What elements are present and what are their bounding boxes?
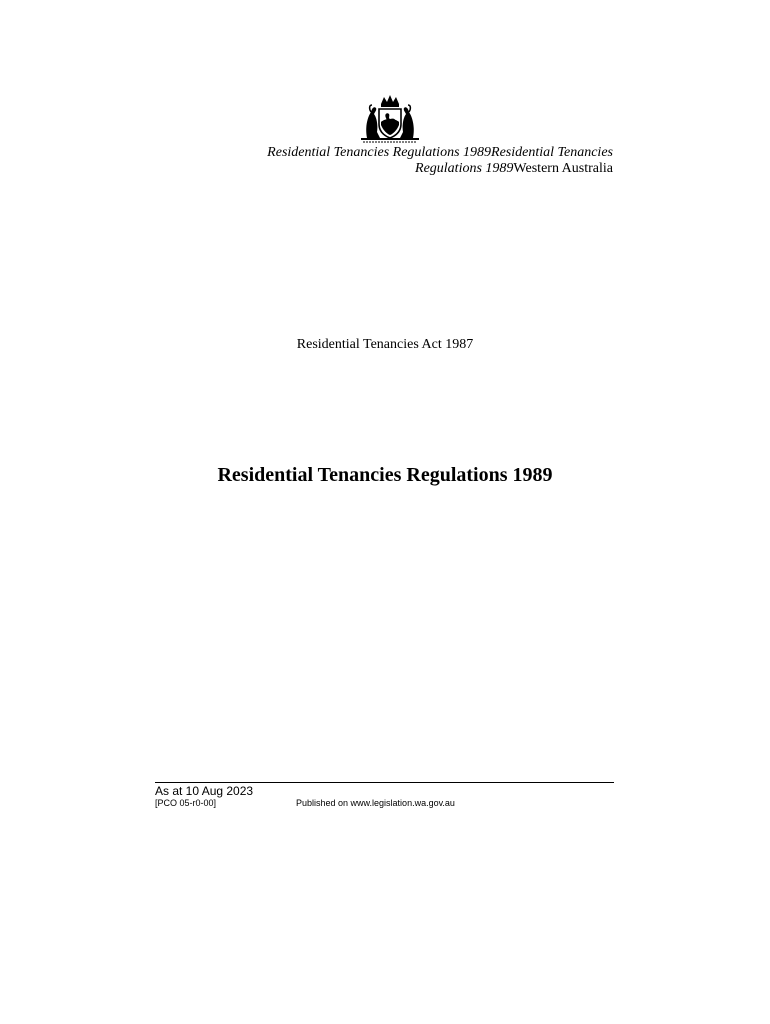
running-header-italic-1: Residential Tenancies Regulations 1989Residential Tenancies	[267, 145, 613, 160]
footer-divider	[155, 782, 614, 783]
jurisdiction-label: Western Australia	[513, 161, 613, 176]
regulation-title: Residential Tenancies Regulations 1989	[217, 464, 553, 486]
act-name: Residential Tenancies Act 1987	[296, 337, 474, 352]
running-header-italic-2: Regulations 1989	[415, 161, 514, 176]
running-header-line-2	[193, 161, 613, 177]
running-header-line-1	[193, 145, 613, 161]
wa-coat-of-arms-icon	[357, 94, 423, 144]
pco-reference: [PCO 05-r0-00]	[155, 798, 217, 808]
published-note: Published on www.legislation.wa.gov.au	[296, 798, 455, 808]
as-at-date: As at 10 Aug 2023	[155, 784, 254, 798]
